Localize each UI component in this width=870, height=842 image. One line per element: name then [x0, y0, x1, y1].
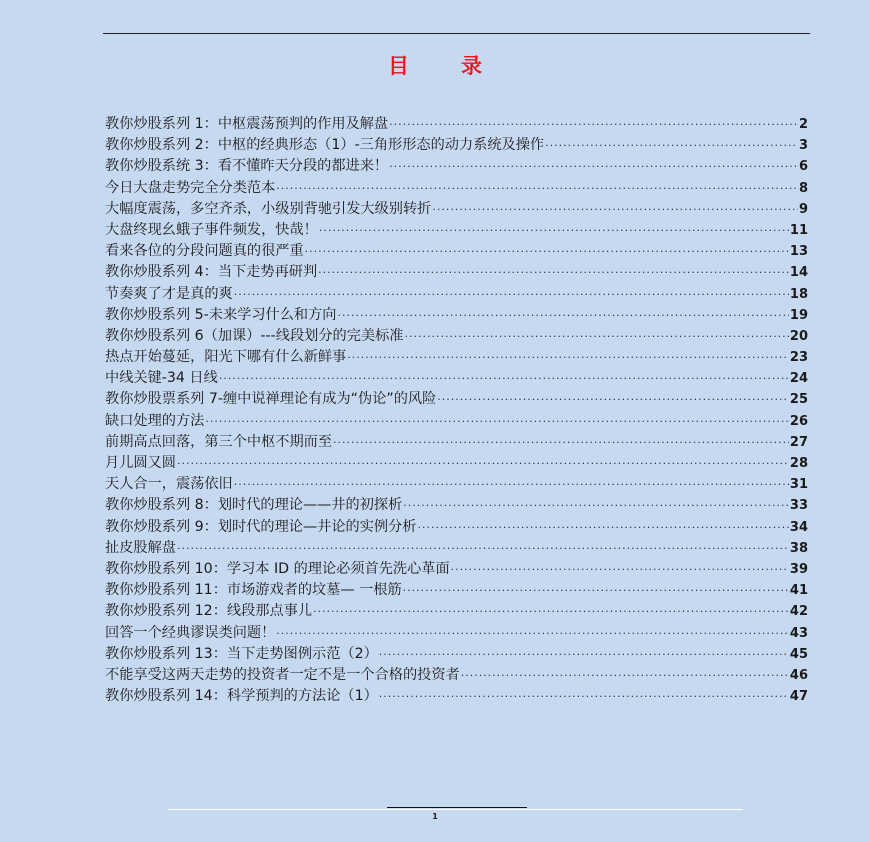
toc-entry-title: 教你炒股系列 6（加课）---线段划分的完美标准 — [105, 327, 404, 344]
toc-entry-page: 39 — [789, 561, 808, 577]
dot-leader — [177, 457, 789, 470]
toc-entry[interactable] — [105, 664, 808, 685]
dot-leader — [403, 584, 789, 597]
toc-entry-title: 节奏爽了才是真的爽 — [105, 285, 233, 302]
toc-entry[interactable] — [105, 134, 808, 155]
dot-leader — [276, 182, 798, 195]
toc-entry-page: 47 — [789, 689, 808, 705]
toc-entry[interactable] — [105, 198, 808, 219]
toc-entry-title: 看来各位的分段问题真的很严重 — [105, 243, 304, 260]
toc-entry[interactable] — [105, 473, 808, 494]
toc-entry[interactable] — [105, 388, 808, 409]
toc-entry-page: 42 — [789, 604, 808, 620]
footer-rule — [168, 809, 743, 810]
dot-leader — [432, 203, 798, 216]
toc-entry-page: 28 — [789, 456, 808, 471]
toc-entry-title: 中线关键-34 日线 — [105, 370, 218, 387]
footer-rule-accent — [387, 807, 527, 808]
toc-entry-title: 教你炒股票系列 7-缠中说禅理论有成为“伪论”的风险 — [105, 391, 437, 408]
toc-entry-page: 23 — [789, 350, 808, 366]
toc-entry-title: 大幅度震荡，多空齐杀，小级别背驰引发大级别转折 — [105, 200, 432, 217]
dot-leader — [403, 499, 789, 512]
toc-entry-page: 13 — [789, 244, 808, 260]
toc-entry[interactable] — [105, 367, 808, 388]
dot-leader — [404, 330, 788, 343]
toc-entry[interactable] — [105, 155, 808, 176]
dot-leader — [389, 160, 798, 173]
toc-entry[interactable] — [105, 537, 808, 558]
toc-entry-title: 教你炒股系列 12：线段那点事儿 — [105, 603, 313, 620]
toc-entry-page: 8 — [798, 180, 808, 196]
toc-entry[interactable] — [105, 219, 808, 240]
toc-entry-title: 教你炒股系列 4：当下走势再研判 — [105, 264, 318, 281]
toc-entry-page: 43 — [789, 625, 808, 641]
toc-entry[interactable] — [105, 346, 808, 367]
toc-entry[interactable] — [105, 304, 808, 325]
toc-entry[interactable] — [105, 261, 808, 282]
toc-entry-title: 前期高点回落，第三个中枢不期而至 — [105, 433, 333, 450]
dot-leader — [347, 351, 789, 364]
toc-entry-page: 41 — [789, 583, 808, 599]
toc-entry-page: 14 — [789, 265, 808, 281]
toc-entry-title: 扯皮股解盘 — [105, 539, 176, 556]
toc-entry-page: 9 — [798, 201, 808, 217]
page-number: 1 — [432, 812, 438, 821]
toc-entry-title: 教你炒股系列 10：学习本 ID 的理论必须首先洗心革面 — [105, 560, 450, 577]
toc-entry-title: 教你炒股系列 2：中枢的经典形态（1）-三角形形态的动力系统及操作 — [105, 137, 545, 154]
dot-leader — [219, 372, 789, 385]
toc-entry[interactable] — [105, 452, 808, 473]
toc-entry-title: 回答一个经典谬误类问题！ — [105, 624, 276, 641]
dot-leader — [276, 627, 789, 640]
toc-entry[interactable] — [105, 579, 808, 600]
toc-entry-page: 11 — [789, 222, 808, 238]
toc-entry-title: 大盘终现幺蛾子事件频发，快哉！ — [105, 221, 318, 238]
toc-entry[interactable] — [105, 600, 808, 621]
toc-entry-title: 教你炒股系列 9：划时代的理论—井论的实例分析 — [105, 518, 417, 535]
toc-entry-page: 25 — [789, 392, 808, 408]
dot-leader — [319, 224, 789, 237]
toc-entry-title: 缺口处理的方法 — [105, 412, 205, 429]
toc-entry-title: 教你炒股系列 5-未来学习什么和方向 — [105, 306, 337, 323]
toc-entry[interactable] — [105, 558, 808, 579]
toc-entry-page: 26 — [789, 413, 808, 429]
toc-entry[interactable] — [105, 325, 808, 346]
toc-entry[interactable] — [105, 643, 808, 664]
toc-entry-title: 天人合一，震荡依旧 — [105, 476, 233, 493]
toc-entry-title: 教你炒股系统 3：看不懂昨天分段的都进来！ — [105, 158, 389, 175]
dot-leader — [417, 521, 788, 534]
dot-leader — [337, 309, 788, 322]
header-rule — [103, 33, 810, 34]
dot-leader — [389, 118, 798, 131]
dot-leader — [545, 139, 798, 152]
toc-entry[interactable] — [105, 431, 808, 452]
dot-leader — [305, 245, 789, 258]
toc-entry-page: 34 — [789, 519, 808, 535]
dot-leader — [437, 393, 789, 406]
toc-entry[interactable] — [105, 177, 808, 198]
dot-leader — [205, 415, 789, 428]
toc-entry[interactable] — [105, 622, 808, 643]
dot-leader — [451, 563, 789, 576]
dot-leader — [333, 436, 789, 449]
toc-entry-title: 教你炒股系列 13：当下走势图例示范（2） — [105, 645, 378, 662]
dot-leader — [379, 690, 789, 703]
toc-entry-page: 45 — [789, 646, 808, 662]
toc-entry-page: 24 — [789, 371, 808, 387]
toc-entry-page: 33 — [789, 498, 808, 514]
toc-entry-page: 27 — [789, 434, 808, 450]
toc-entry[interactable] — [105, 240, 808, 261]
toc-entry-title: 月儿圆又圆 — [105, 455, 176, 471]
toc-entry-page: 6 — [798, 159, 808, 175]
toc-entry[interactable] — [105, 685, 808, 706]
dot-leader — [313, 605, 789, 618]
toc-entry-page: 31 — [789, 477, 808, 493]
toc-entry-page: 46 — [789, 667, 808, 683]
toc-entry-page: 18 — [789, 286, 808, 302]
toc-entry-title: 今日大盘走势完全分类范本 — [105, 179, 276, 196]
dot-leader — [318, 266, 789, 279]
dot-leader — [177, 542, 789, 555]
toc-entry-title: 教你炒股系列 14：科学预判的方法论（1） — [105, 688, 378, 705]
toc-entry[interactable] — [105, 113, 808, 134]
toc-entry-title: 热点开始蔓延，阳光下哪有什么新鲜事 — [105, 349, 347, 366]
toc-entry-page: 38 — [789, 540, 808, 556]
toc-entry-page: 19 — [789, 307, 808, 323]
toc-entry[interactable] — [105, 410, 808, 431]
toc-entry[interactable] — [105, 516, 808, 537]
toc-entry-page: 20 — [789, 328, 808, 344]
dot-leader — [234, 478, 789, 491]
dot-leader — [234, 288, 789, 301]
table-of-contents — [105, 113, 808, 706]
toc-entry-title: 不能享受这两天走势的投资者一定不是一个合格的投资者 — [105, 666, 460, 683]
toc-entry-title: 教你炒股系列 11：市场游戏者的坟墓— 一根筋 — [105, 582, 402, 599]
toc-entry-title: 教你炒股系列 8：划时代的理论——井的初探析 — [105, 497, 403, 514]
dot-leader — [461, 669, 789, 682]
dot-leader — [379, 648, 789, 661]
toc-title: 目录 — [388, 53, 534, 78]
toc-entry[interactable] — [105, 283, 808, 304]
toc-entry-title: 教你炒股系列 1：中枢震荡预判的作用及解盘 — [105, 116, 389, 132]
toc-entry[interactable] — [105, 494, 808, 515]
toc-entry-page: 3 — [798, 138, 808, 154]
toc-entry-page: 2 — [798, 117, 808, 132]
